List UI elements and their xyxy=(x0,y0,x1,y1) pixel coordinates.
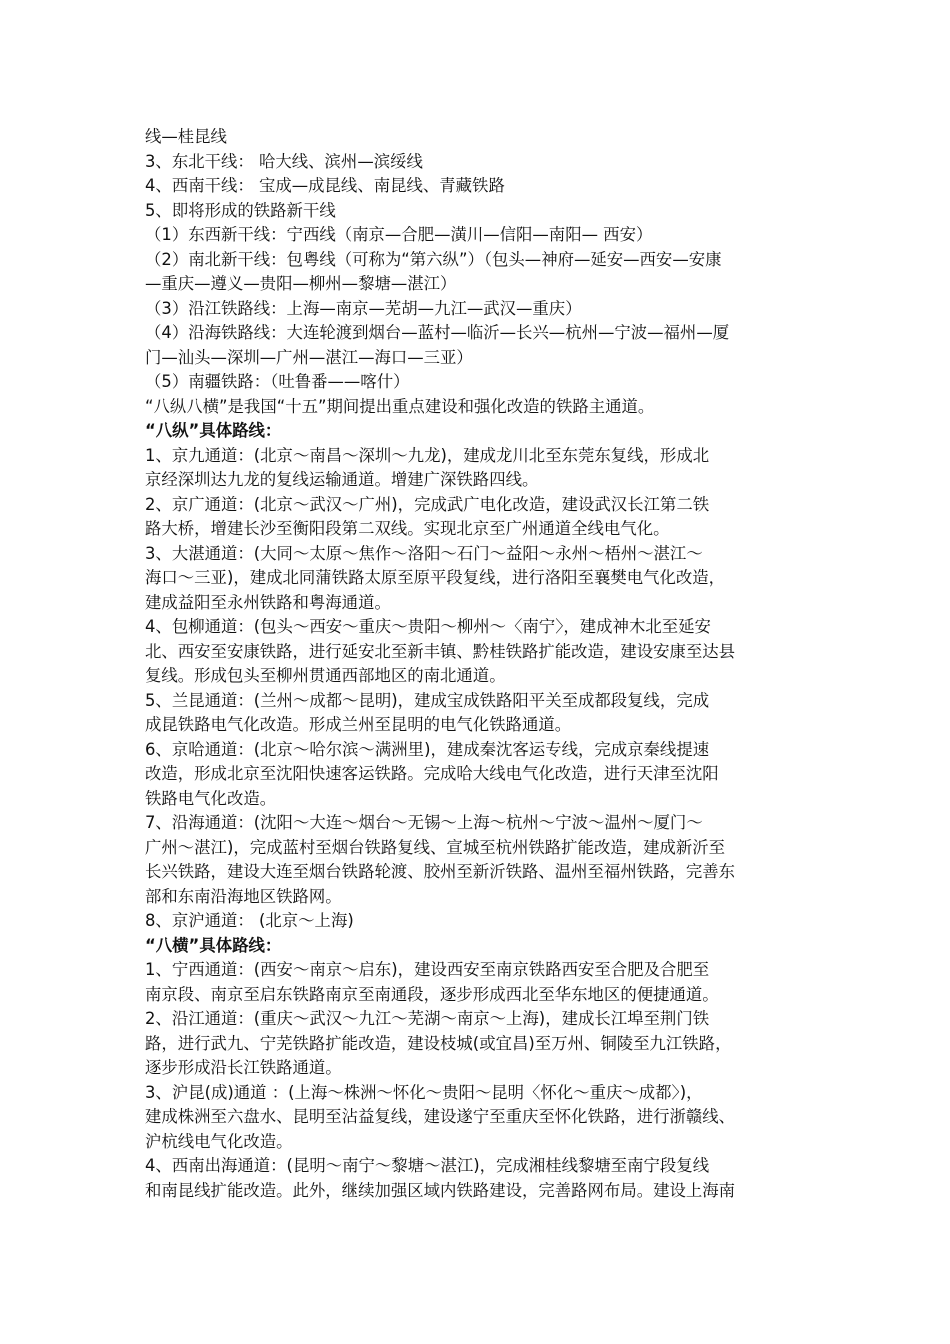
text-line: 京经深圳达九龙的复线运输通道。增建广深铁路四线。 xyxy=(145,470,539,489)
text-line: （4）沿海铁路线：大连轮渡到烟台—蓝村—临沂—长兴—杭州—宁波—福州—厦 xyxy=(145,323,730,342)
text-line: 2、京广通道：(北京～武汉～广州)，完成武广电化改造，建设武汉长江第二铁 xyxy=(145,494,710,514)
text-line: （3）沿江铁路线：上海—南京—芜胡—九江—武汉—重庆） xyxy=(145,298,582,318)
text-line: 海口～三亚)，建成北同蒲铁路太原至原平段复线，进行洛阳至襄樊电气化改造， xyxy=(145,568,726,587)
text-line: 4、西南干线： 宝成—成昆线、南昆线、青藏铁路 xyxy=(145,176,505,195)
text-line: 部和东南沿海地区铁路网。 xyxy=(145,886,342,906)
text-line: 和南昆线扩能改造。此外，继续加强区域内铁路建设，完善路网布局。建设上海南 xyxy=(145,1180,736,1200)
text-line: 4、西南出海通道：(昆明～南宁～黎塘～湛江)，完成湘桂线黎塘至南宁段复线 xyxy=(145,1156,710,1175)
text-line: 建成株洲至六盘水、昆明至沾益复线，建设遂宁至重庆至怀化铁路，进行浙赣线、 xyxy=(145,1107,736,1126)
text-line: 2、沿江通道：(重庆～武汉～九江～芜湖～南京～上海)，建成长江埠至荆门铁 xyxy=(145,1009,710,1028)
text-line: 沪杭线电气化改造。 xyxy=(145,1131,293,1151)
text-line: 8、京沪通道： (北京～上海) xyxy=(145,911,354,930)
text-line: “八纵八横”是我国“十五”期间提出重点建设和强化改造的铁路主通道。 xyxy=(145,396,655,416)
text-line: 3、沪昆(成)通道 ：(上海～株洲～怀化～贵阳～昆明〈怀化～重庆～成都〉)， xyxy=(145,1082,703,1102)
text-line: 北、西安至安康铁路，进行延安北至新丰镇、黔桂铁路扩能改造，建设安康至达县 xyxy=(145,641,736,661)
text-line: 3、大湛通道：(大同～太原～焦作～洛阳～石门～益阳～永州～梧州～湛江～ xyxy=(145,543,703,563)
section-heading: “八横”具体路线： xyxy=(145,935,282,955)
text-line: 建成益阳至永州铁路和粤海通道。 xyxy=(145,592,391,612)
document-body xyxy=(145,125,817,1203)
text-line: 门—汕头—深圳—广州—湛江—海口—三亚） xyxy=(145,347,473,367)
text-line: 1、宁西通道：(西安～南京～启东)，建设西安至南京铁路西安至合肥及合肥至 xyxy=(145,960,710,979)
text-line: （5）南疆铁路：（吐鲁番——喀什） xyxy=(145,372,410,391)
text-line: 广州～湛江)，完成蓝村至烟台铁路复线、宣城至杭州铁路扩能改造，建成新沂至 xyxy=(145,837,726,857)
text-line: 6、京哈通道：(北京～哈尔滨～满洲里)，建成秦沈客运专线，完成京秦线提速 xyxy=(145,739,710,759)
text-line: （1）东西新干线：宁西线（南京—合肥—潢川—信阳—南阳— 西安） xyxy=(145,225,653,244)
text-line: 线—桂昆线 xyxy=(145,127,227,146)
text-line: 逐步形成沿长江铁路通道。 xyxy=(145,1058,342,1077)
text-line: 5、兰昆通道：(兰州～成都～昆明)，建成宝成铁路阳平关至成都段复线，完成 xyxy=(145,690,710,710)
text-line: 路，进行武九、宁芜铁路扩能改造，建设枝城(或宜昌)至万州、铜陵至九江铁路， xyxy=(145,1033,732,1053)
text-line: 长兴铁路，建设大连至烟台铁路轮渡、胶州至新沂铁路、温州至福州铁路，完善东 xyxy=(145,862,736,881)
text-line: 1、京九通道：(北京～南昌～深圳～九龙)，建成龙川北至东莞东复线，形成北 xyxy=(145,445,710,465)
text-line: （2）南北新干线：包粤线（可称为“第六纵”）（包头—神府—延安—西安—安康 xyxy=(145,249,722,269)
text-line: 3、东北干线： 哈大线、滨州—滨绥线 xyxy=(145,151,423,171)
text-line: 4、包柳通道：(包头～西安～重庆～贵阳～柳州～〈南宁〉，建成神木北至延安 xyxy=(145,617,711,636)
text-line: 5、即将形成的铁路新干线 xyxy=(145,200,336,220)
text-line: 南京段、南京至启东铁路南京至南通段，逐步形成西北至华东地区的便捷通道。 xyxy=(145,984,719,1004)
text-line: 改造，形成北京至沈阳快速客运铁路。完成哈大线电气化改造，进行天津至沈阳 xyxy=(145,764,719,783)
text-line: 路大桥，增建长沙至衡阳段第二双线。实现北京至广州通道全线电气化。 xyxy=(145,519,670,538)
text-line: 7、沿海通道：(沈阳～大连～烟台～无锡～上海～杭州～宁波～温州～厦门～ xyxy=(145,813,703,832)
text-line: 成昆铁路电气化改造。形成兰州至昆明的电气化铁路通道。 xyxy=(145,715,572,734)
text-line: —重庆—遵义—贵阳—柳州—黎塘—湛江） xyxy=(145,274,457,293)
text-line: 复线。形成包头至柳州贯通西部地区的南北通道。 xyxy=(145,666,506,685)
text-line: 铁路电气化改造。 xyxy=(145,788,277,808)
section-heading: “八纵”具体路线： xyxy=(145,421,282,440)
